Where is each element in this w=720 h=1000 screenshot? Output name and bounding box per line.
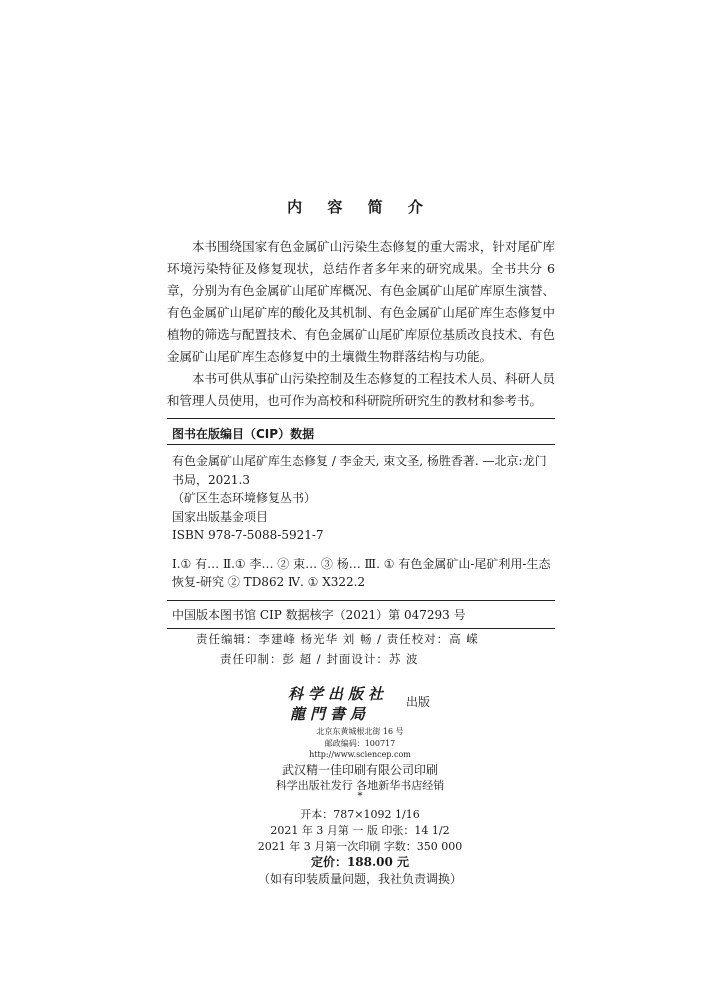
spec-edition: 2021 年 3 月第 一 版 印张：14 1/2: [270, 824, 450, 837]
cip-heading: 图书在版编目（CIP）数据: [172, 427, 315, 441]
distribution-line: 科学出版社发行 各地新华书店经销: [275, 779, 445, 792]
publisher-suffix: 出版: [406, 695, 431, 709]
printer-line: 武汉精一佳印刷有限公司印刷: [281, 763, 438, 777]
spec-printing: 2021 年 3 月第一次印刷 字数：350 000: [257, 840, 463, 853]
cip-line-title: 有色金属矿山尾矿库生态修复 / 李金天, 束文圣, 杨胜香著. —北京:龙门书局，2021.3: [172, 454, 547, 487]
intro-paragraph-2: 本书可供从事矿山污染控制及生态修复的工程技术人员、科研人员和管理人员使用，也可作为高校和科研院所研究生的教材和参考书。: [167, 371, 555, 408]
cip-bottom-rule: [167, 628, 555, 629]
page-title: 内 容 简 介: [287, 198, 433, 216]
cip-line-fund: 国家出版基金项目: [172, 509, 269, 524]
spec-format: 开本：787×1092 1/16: [300, 808, 420, 821]
staff-line-2: 责任印制：彭 超 / 封面设计：苏 波: [220, 652, 419, 666]
cip-line-classification: Ⅰ.① 有… Ⅱ.① 李… ② 束… ③ 杨… Ⅲ. ① 有色金属矿山-尾矿利用-生态恢复-研究 ② TD862 Ⅳ. ① X322.2: [172, 556, 551, 589]
publisher-name-2: 龍門書局: [290, 705, 371, 723]
staff-line-1: 责任编辑：李建峰 杨光华 刘 畅 / 责任校对：高 嵘: [196, 632, 479, 646]
intro-text: [167, 236, 555, 412]
publisher-url: http://www.sciencep.com: [309, 750, 411, 759]
quality-note: （如有印装质量问题，我社负责调换）: [257, 872, 462, 886]
publisher-address: 北京东黄城根北街 16 号: [316, 727, 404, 736]
cip-top-rule: [167, 418, 555, 419]
publisher-postcode: 邮政编码：100717: [324, 739, 396, 748]
publisher-name-1: 科学出版社: [288, 685, 389, 703]
price: 定价：188.00 元: [310, 855, 410, 869]
separator-star: *: [357, 791, 363, 802]
cip-line-number: 中国版本图书馆 CIP 数据核字（2021）第 047293 号: [172, 608, 466, 622]
cip-line-series: （矿区生态环境修复丛书）: [172, 491, 317, 505]
cip-mid-rule: [167, 600, 555, 601]
cip-record: [172, 452, 552, 592]
cip-heading-rule: [167, 444, 555, 445]
cip-line-isbn: ISBN 978-7-5088-5921-7: [172, 528, 324, 542]
intro-paragraph-1: 本书围绕国家有色金属矿山污染生态修复的重大需求，针对尾矿库环境污染特征及修复现状，总结作者多年来的研究成果。全书共分 6 章，分别为有色金属矿山尾矿库概况、有色金属矿山尾矿库原生演替、有色金属矿山尾矿库的酸化及其机制、有色金属矿山尾矿库生态修复中植物的筛选与配置技术、有色金属矿山尾矿库原位基质改良技术、有色金属矿山尾矿库生态修复中的土壤微生物群落结构与功能。: [167, 239, 555, 364]
